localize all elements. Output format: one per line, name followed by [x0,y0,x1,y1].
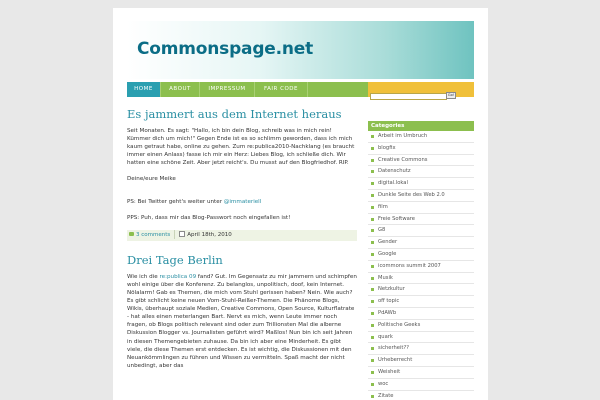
category-item[interactable] [368,296,474,308]
post-date: April 18th, 2010 [187,231,232,238]
category-item[interactable] [368,225,474,237]
post-body [127,127,357,222]
bullet-icon [371,336,374,339]
nav-item-fair-code[interactable]: FAIR CODE [264,86,298,92]
category-label: woc [378,380,389,387]
category-label: G8 [378,227,386,234]
category-item[interactable] [368,273,474,285]
category-label: quark [378,333,393,340]
bullet-icon [371,312,374,315]
category-label: Weisheit [378,368,401,375]
post [127,253,357,370]
bullet-icon [371,277,374,280]
category-label: Musik [378,274,393,281]
bullet-icon [371,359,374,362]
category-list [368,131,474,400]
bullet-icon [371,147,374,150]
category-label: off topic [378,298,400,305]
nav-divider [307,82,308,97]
site-header [127,21,474,79]
bullet-icon [371,300,374,303]
category-label: PdAWb [378,309,397,316]
bullet-icon [371,371,374,374]
search-button[interactable]: Go! [447,93,455,97]
category-label: Zitate [378,392,394,399]
category-label: Gender [378,239,398,246]
site-title[interactable]: Commonspage.net [137,39,314,59]
bullet-icon [371,135,374,138]
category-label: digital.lokal [378,180,408,187]
category-item[interactable] [368,284,474,296]
nav-item-about[interactable]: ABOUT [169,86,191,92]
category-item[interactable] [368,343,474,355]
category-item[interactable] [368,261,474,273]
bullet-icon [371,383,374,386]
post [127,107,357,241]
bullet-icon [371,288,374,291]
bullet-icon [371,170,374,173]
bullet-icon [371,194,374,197]
republica-link[interactable]: re:publica 09 [159,273,197,280]
post-intro: Wie ich die [127,273,160,280]
category-label: Creative Commons [378,156,428,163]
category-label: Google [378,250,397,257]
category-label: Arbeit im Umbruch [378,133,428,139]
bullet-icon [371,253,374,256]
category-item[interactable] [368,166,474,178]
category-label: icommons summit 2007 [378,262,441,269]
category-label: Urheberrecht [378,357,413,364]
bullet-icon [371,324,374,327]
post-body [127,273,357,370]
calendar-icon [179,231,185,237]
post-paragraph [127,273,357,370]
category-item[interactable] [368,190,474,202]
bullet-icon [371,159,374,162]
categories-heading: Categories [368,121,474,131]
category-item[interactable] [368,379,474,391]
bullet-icon [371,347,374,350]
post-ps [127,198,357,206]
nav-item-impressum[interactable]: IMPRESSUM [208,86,246,92]
category-label: Netzkultur [378,286,405,293]
category-label: Politische Geeks [378,321,421,328]
category-item[interactable] [368,155,474,167]
category-item[interactable] [368,202,474,214]
category-label: blogfix [378,144,396,151]
bullet-icon [371,229,374,232]
category-label: Dunkle Seite des Web 2.0 [378,191,445,198]
category-item[interactable] [368,143,474,155]
post-text: fand? Gut. Im Gegensatz zu mir jammern und schimpfen wohl einige über die Konferenz. Zu belanglos, unpolitisch, doof, kein Internet. Nölalarm! Gab es Themen, die mich vom Stuhl gerissen haben? Nein. Wie auch? Es gibt schlicht keine neuen Vom-Stuhl-Reißer-Themen. Die Phänome Blogs, Wikis, überhaupt soziale Medien, Creative Commons, Open Source, Kulturflatrate - hat alles einen meterlangen Bart. Nervt es mich, wenn Leute immer noch fragen, ob Blogs politisch relevant sind oder zum Trillionsten Mal die alberne Diskussion Blogger vs. Journalisten geführt wird? Maßlos! Nun bin ich seit Jahren in diesen Themengebieten zuhause. Da bin ich aber eine Minderheit. Es gibt viele, die diese Themen erst entdecken. Es ist wichtig, die Diskussionen mit den Neuankömmlingen zu führen und Wissen zu vermitteln. Spaß macht der nicht unbedingt, aber das [127,273,357,369]
category-label: Datenschutz [378,168,411,175]
category-label: film [378,203,388,210]
main-content [127,107,357,378]
category-item[interactable] [368,320,474,332]
bullet-icon [371,395,374,398]
page [113,8,488,400]
post-paragraph: Seit Monaten. Es sagt: "Hallo, ich bin dein Blog, schreib was in mich rein! Kümmer dich um mich!" Gegen Ende ist es so schlimm geworden, dass ich mich kaum getraut habe, online zu gehen. Zum re:publica2010-Nachklang (es braucht immer einen Anlass) fasse ich mir ein Herz: Liebes Blog, ich schließe dich. Wir hatten eine schöne Zeit. Aber jetzt reicht's. Du musst auf den Blogfriedhof. RIP. [127,128,355,167]
post-title[interactable]: Es jammert aus dem Internet heraus [127,107,342,121]
category-item[interactable] [368,355,474,367]
meta-divider [174,230,175,239]
category-item[interactable] [368,249,474,261]
sidebar [368,121,474,400]
comments-link[interactable]: 3 comments [136,231,171,238]
bullet-icon [371,265,374,268]
post-ps-text: PS: Bei Twitter geht's weiter unter [127,198,224,205]
bullet-icon [371,241,374,244]
nav-item-home[interactable]: HOME [127,82,160,97]
comment-icon [129,232,134,236]
post-pps: PPS: Puh, dass mir das Blog-Passwort noch eingefallen ist! [127,214,291,221]
bullet-icon [371,206,374,209]
category-item[interactable] [368,178,474,190]
post-signature: Deine/eure Meike [127,176,176,183]
category-label: sicherheit?? [378,345,409,352]
category-item[interactable] [368,214,474,226]
twitter-link[interactable]: @immateriell [223,198,262,205]
post-title[interactable]: Drei Tage Berlin [127,252,223,267]
bullet-icon [371,218,374,221]
bullet-icon [371,182,374,185]
category-item[interactable] [368,367,474,379]
post-meta [127,230,357,241]
category-item[interactable] [368,237,474,249]
category-label: Freie Software [378,215,415,222]
category-item[interactable] [368,332,474,344]
category-item[interactable] [368,308,474,320]
search-input[interactable] [370,93,447,100]
category-item[interactable] [368,391,474,400]
category-item[interactable] [368,131,474,143]
